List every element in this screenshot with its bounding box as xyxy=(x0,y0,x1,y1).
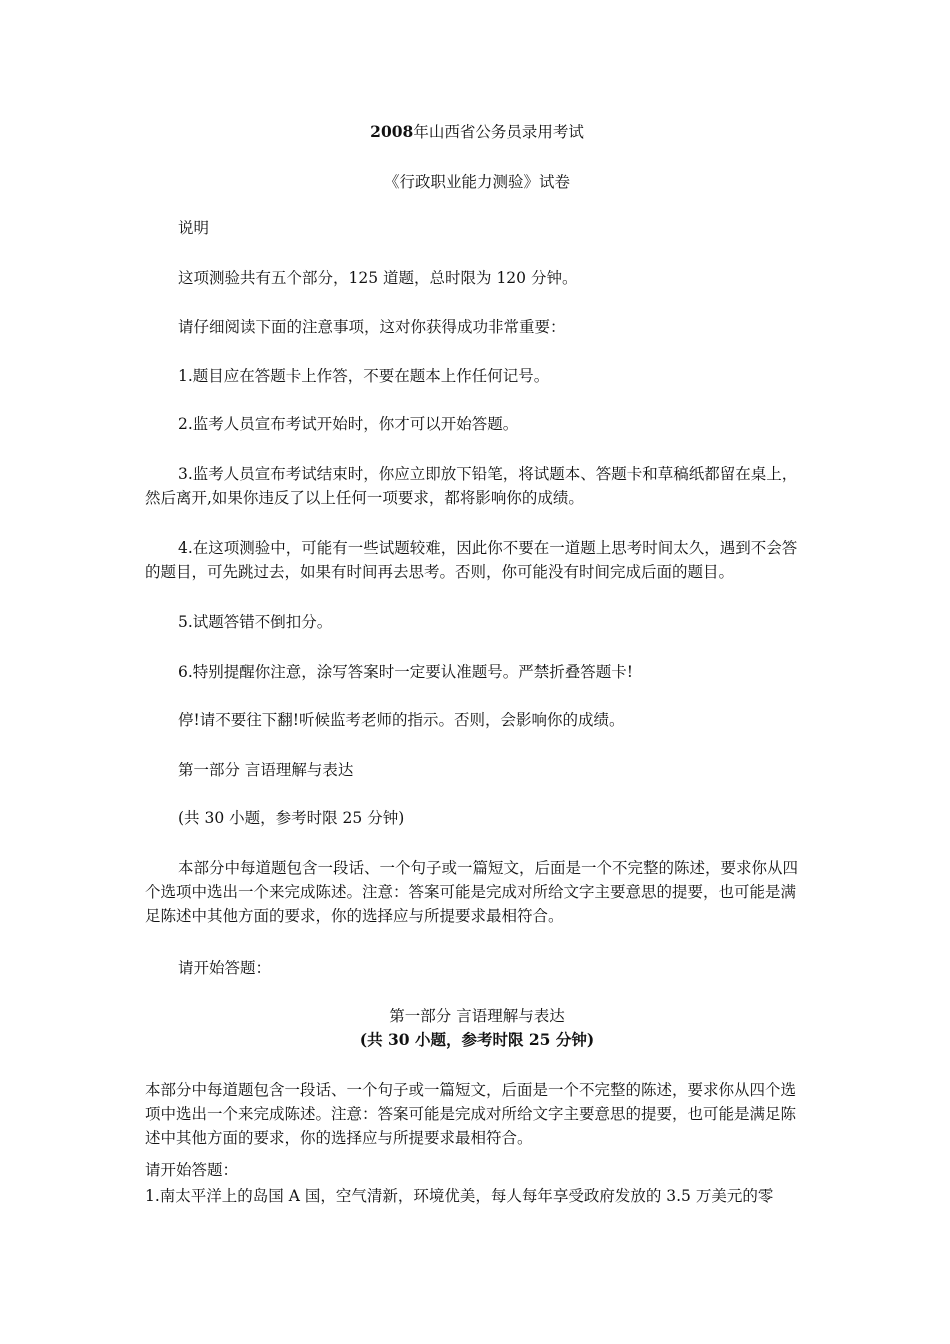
rule-item: 1.题目应在答题卡上作答，不要在题本上作任何记号。 xyxy=(178,367,550,385)
rule-item: 5.试题答错不倒扣分。 xyxy=(178,613,333,631)
section-label: 说明 xyxy=(178,219,210,237)
rule-item: 6.特别提醒你注意，涂写答案时一定要认准题号。严禁折叠答题卡! xyxy=(178,663,634,681)
time-prefix: (共 xyxy=(359,1030,389,1049)
time-suffix: 分钟) xyxy=(550,1030,595,1049)
part-instructions-repeat: 本部分中每道题包含一段话、一个句子或一篇短文，后面是一个不完整的陈述，要求你从四个选项中选出一个来完成陈述。注意：答案可能是完成对所给文字主要意思的提要，也可能是满足陈述中其他方面的要求，你的选择应与所提要求最相符合。 xyxy=(145,1081,797,1147)
question-1-text: 1.南太平洋上的岛国 A 国，空气清新，环境优美，每人每年享受政府发放的 3.5 万美元的零 xyxy=(145,1187,774,1205)
intro-paragraph: 请仔细阅读下面的注意事项，这对你获得成功非常重要： xyxy=(178,318,566,336)
start-prompt: 请开始答题： xyxy=(178,959,272,977)
time-minutes: 25 xyxy=(528,1030,551,1049)
document-subtitle: 《行政职业能力测验》试卷 xyxy=(383,173,570,191)
title-text: 年山西省公务员录用考试 xyxy=(413,123,584,141)
start-prompt-repeat: 请开始答题： xyxy=(145,1161,239,1179)
part-time-note: (共 30 小题，参考时限 25 分钟) xyxy=(178,809,405,827)
stop-notice: 停!请不要往下翻!听候监考老师的指示。否则，会影响你的成绩。 xyxy=(178,711,625,729)
rule-item: 2.监考人员宣布考试开始时，你才可以开始答题。 xyxy=(178,415,519,433)
intro-paragraph: 这项测验共有五个部分，125 道题，总时限为 120 分钟。 xyxy=(178,269,578,287)
time-mid: 小题，参考时限 xyxy=(409,1030,529,1049)
rule-item: 4.在这项测验中，可能有一些试题较难，因此你不要在一道题上思考时间太久，遇到不会答的题目，可先跳过去，如果有时间再去思考。否则，你可能没有时间完成后面的题目。 xyxy=(145,539,798,581)
title-year: 2008 xyxy=(370,122,414,141)
part-time-note-repeat xyxy=(145,1028,809,1052)
part-heading: 第一部分 言语理解与表达 xyxy=(178,761,354,779)
question-count: 30 xyxy=(388,1030,410,1049)
document-title xyxy=(145,120,809,144)
rule-item: 3.监考人员宣布考试结束时，你应立即放下铅笔，将试题本、答题卡和草稿纸都留在桌上，然后离开,如果你违反了以上任何一项要求，都将影响你的成绩。 xyxy=(145,465,798,507)
part-instructions: 本部分中每道题包含一段话、一个句子或一篇短文，后面是一个不完整的陈述，要求你从四个选项中选出一个来完成陈述。注意：答案可能是完成对所给文字主要意思的提要，也可能是满足陈述中其他方面的要求，你的选择应与所提要求最相符合。 xyxy=(145,859,799,925)
part-heading-repeat: 第一部分 言语理解与表达 xyxy=(389,1007,565,1025)
